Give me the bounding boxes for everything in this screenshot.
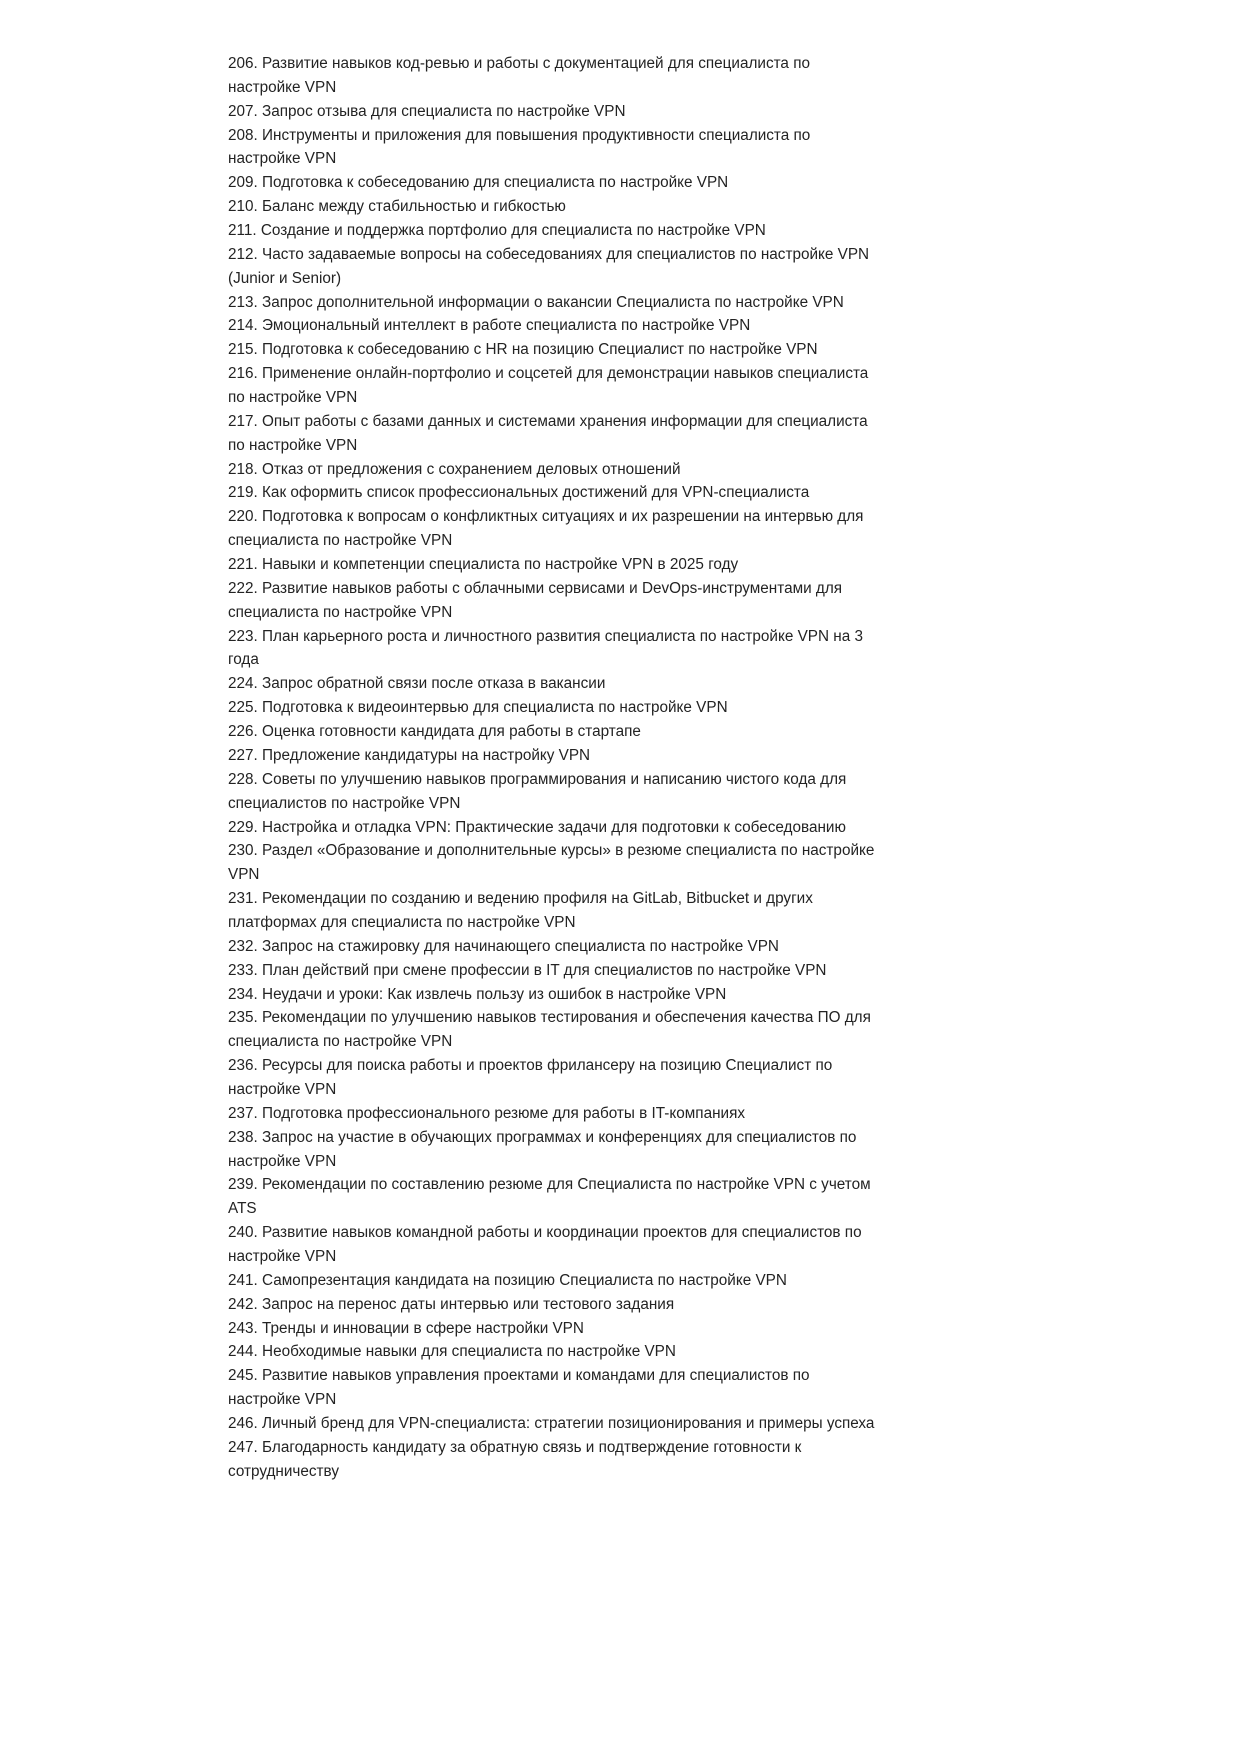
list-item[interactable]: 206. Развитие навыков код-ревью и работы с документацией для специалиста по настройке VPN: [228, 55, 810, 96]
list-item[interactable]: 212. Часто задаваемые вопросы на собеседованиях для специалистов по настройке VPN (Junior и Senior): [228, 245, 870, 287]
list-item[interactable]: 227. Предложение кандидатуры на настройку VPN: [228, 746, 591, 764]
list-item[interactable]: 232. Запрос на стажировку для начинающего специалиста по настройке VPN: [228, 937, 779, 955]
list-item[interactable]: 240. Развитие навыков командной работы и координации проектов для специалистов по настройке VPN: [228, 1224, 862, 1265]
list-item[interactable]: 221. Навыки и компетенции специалиста по настройке VPN в 2025 году: [228, 556, 739, 574]
list-item[interactable]: 230. Раздел «Образование и дополнительные курсы» в резюме специалиста по настройке VPN: [228, 842, 875, 884]
list-item[interactable]: 243. Тренды и инновации в сфере настройки VPN: [228, 1319, 584, 1337]
list-item[interactable]: 213. Запрос дополнительной информации о вакансии Специалиста по настройке VPN: [228, 293, 844, 311]
list-item[interactable]: 218. Отказ от предложения с сохранением деловых отношений: [228, 460, 681, 478]
list-item[interactable]: 224. Запрос обратной связи после отказа в вакансии: [228, 675, 606, 693]
list-item[interactable]: 229. Настройка и отладка VPN: Практические задачи для подготовки к собеседованию: [228, 818, 846, 836]
list-item[interactable]: 219. Как оформить список профессиональных достижений для VPN-специалиста: [228, 484, 810, 502]
list-item[interactable]: 210. Баланс между стабильностью и гибкостью: [228, 198, 566, 216]
list-item[interactable]: 217. Опыт работы с базами данных и системами хранения информации для специалиста по настройке VPN: [228, 412, 868, 454]
list-item[interactable]: 215. Подготовка к собеседованию с HR на позицию Специалист по настройке VPN: [228, 341, 818, 359]
list-item[interactable]: 226. Оценка готовности кандидата для работы в стартапе: [228, 723, 641, 741]
list-item[interactable]: 208. Инструменты и приложения для повышения продуктивности специалиста по настройке VPN: [228, 126, 811, 168]
list-item[interactable]: 246. Личный бренд для VPN-специалиста: стратегии позиционирования и примеры успеха: [228, 1414, 875, 1432]
list-item[interactable]: 220. Подготовка к вопросам о конфликтных ситуациях и их разрешении на интервью для специалиста по настройке VPN: [228, 508, 864, 550]
list-item[interactable]: 228. Советы по улучшению навыков программирования и написанию чистого кода для специалистов по настройке VPN: [228, 770, 847, 812]
list-item[interactable]: 236. Ресурсы для поиска работы и проектов фрилансеру на позицию Специалист по настройке VPN: [228, 1057, 833, 1098]
list-item[interactable]: 231. Рекомендации по созданию и ведению профиля на GitLab, Bitbucket и других платформах для специалиста по настройке VPN: [228, 890, 813, 931]
list-item[interactable]: 214. Эмоциональный интеллект в работе специалиста по настройке VPN: [228, 317, 751, 335]
list-item[interactable]: 242. Запрос на перенос даты интервью или тестового задания: [228, 1295, 675, 1313]
list-item[interactable]: 209. Подготовка к собеседованию для специалиста по настройке VPN: [228, 174, 729, 192]
list-item[interactable]: 216. Применение онлайн-портфолио и соцсетей для демонстрации навыков специалиста по настройке VPN: [228, 365, 869, 407]
list-item[interactable]: 222. Развитие навыков работы с облачными сервисами и DevOps-инструментами для специалиста по настройке VPN: [228, 579, 843, 621]
list-item[interactable]: 234. Неудачи и уроки: Как извлечь пользу из ошибок в настройке VPN: [228, 985, 727, 1003]
list-item[interactable]: 237. Подготовка профессионального резюме для работы в IT-компаниях: [228, 1104, 746, 1122]
list-item[interactable]: 233. План действий при смене профессии в IT для специалистов по настройке VPN: [228, 961, 827, 979]
list-item[interactable]: 239. Рекомендации по составлению резюме для Специалиста по настройке VPN с учетом ATS: [228, 1176, 871, 1218]
list-item[interactable]: 247. Благодарность кандидату за обратную связь и подтверждение готовности к сотрудничеству: [228, 1438, 802, 1480]
list-item[interactable]: 235. Рекомендации по улучшению навыков тестирования и обеспечения качества ПО для специалиста по настройке VPN: [228, 1009, 871, 1051]
article-list: [228, 52, 884, 1484]
list-item[interactable]: 207. Запрос отзыва для специалиста по настройке VPN: [228, 102, 626, 120]
list-item[interactable]: 225. Подготовка к видеоинтервью для специалиста по настройке VPN: [228, 699, 728, 717]
list-item[interactable]: 245. Развитие навыков управления проектами и командами для специалистов по настройке VPN: [228, 1367, 810, 1409]
list-item[interactable]: 211. Создание и поддержка портфолио для специалиста по настройке VPN: [228, 222, 766, 240]
list-item[interactable]: 238. Запрос на участие в обучающих программах и конференциях для специалистов по настройке VPN: [228, 1128, 857, 1170]
list-item[interactable]: 223. План карьерного роста и личностного развития специалиста по настройке VPN на 3 года: [228, 627, 864, 669]
list-item[interactable]: 244. Необходимые навыки для специалиста по настройке VPN: [228, 1343, 676, 1361]
list-item[interactable]: 241. Самопрезентация кандидата на позицию Специалиста по настройке VPN: [228, 1271, 787, 1289]
